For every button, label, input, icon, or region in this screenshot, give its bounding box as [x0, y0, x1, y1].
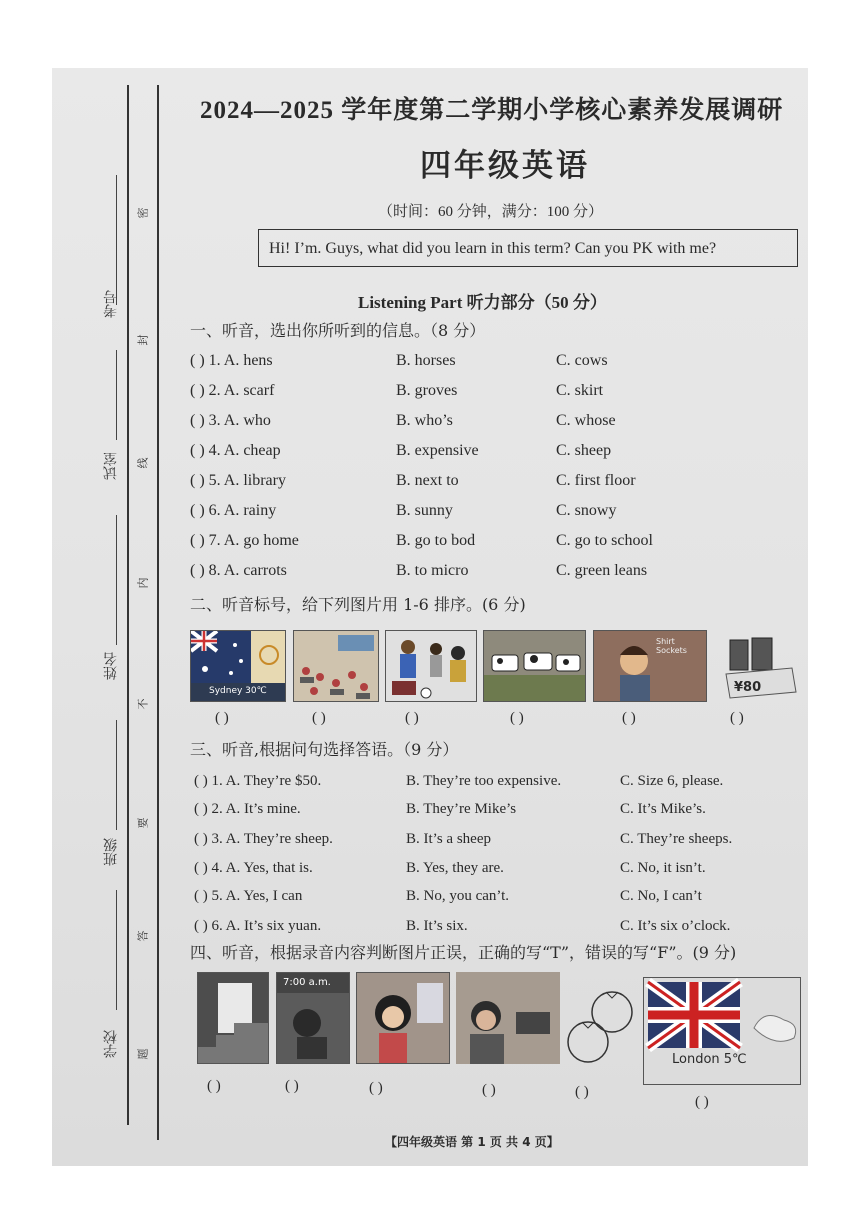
seal-char: 要: [136, 817, 150, 829]
option-b: B. They’re too expensive.: [406, 773, 562, 789]
seal-char: 封: [136, 334, 150, 346]
section1-heading: 一、听音，选出你所听到的信息。（8 分）: [190, 321, 486, 340]
exam-subject: 四年级英语: [420, 148, 590, 183]
option-c: C. No, it isn’t.: [620, 860, 706, 876]
seal-char: 内: [136, 577, 150, 589]
question-number: ( ) 2. A. scarf: [190, 382, 275, 399]
seal-char: 题: [136, 1048, 150, 1060]
name-line: [116, 515, 117, 645]
greeting-box: Hi! I’m. Guys, what did you learn in this term? Can you PK with me?: [258, 229, 798, 267]
picture-caption: London 5℃: [672, 1052, 747, 1067]
question-number: ( ) 5. A. library: [190, 472, 286, 489]
gloves-price-picture: [722, 632, 800, 704]
kids-icon: [386, 631, 477, 702]
question-number: ( ) 1. A. hens: [190, 352, 273, 369]
picture-caption: Shirt Sockets: [656, 637, 687, 655]
exam-time: （时间：60 分钟，满分：100 分）: [378, 204, 604, 220]
option-b: B. horses: [396, 352, 456, 369]
tomato-icon: [566, 986, 638, 1064]
option-c: C. go to school: [556, 532, 653, 549]
option-c: C. snowy: [556, 502, 617, 519]
option-b: B. It’s six.: [406, 918, 468, 934]
option-c: C. cows: [556, 352, 608, 369]
tomatoes-picture: [566, 986, 638, 1064]
seal-char: 不: [136, 698, 150, 710]
option-c: C. Size 6, please.: [620, 773, 724, 789]
option-b: B. next to: [396, 472, 459, 489]
answer-blank[interactable]: ( ): [312, 710, 326, 726]
binding-line-inner: [157, 85, 159, 1140]
option-c: C. It’s six o’clock.: [620, 918, 731, 934]
option-c: C. first floor: [556, 472, 636, 489]
option-c: C. It’s Mike’s.: [620, 801, 706, 817]
option-c: C. They’re sheeps.: [620, 831, 733, 847]
listening-part-heading: Listening Part 听力部分（50 分）: [358, 293, 607, 312]
option-b: B. go to bod: [396, 532, 476, 549]
answer-blank[interactable]: ( ): [482, 1082, 496, 1098]
answer-blank[interactable]: ( ): [730, 710, 744, 726]
binding-line-outer: [127, 85, 129, 1125]
shirt-shopping-picture: [593, 630, 707, 702]
option-b: B. who’s: [396, 412, 453, 429]
question-number: ( ) 3. A. They’re sheep.: [194, 831, 333, 847]
page-footer: 【四年级英语 第 1 页 共 4 页】: [385, 1135, 559, 1149]
london-weather-picture: [643, 977, 801, 1085]
option-b: B. sunny: [396, 502, 453, 519]
stairs-picture: [197, 972, 269, 1064]
answer-blank[interactable]: ( ): [207, 1078, 221, 1094]
exam-number-line: [116, 175, 117, 305]
cows-picture: [483, 630, 586, 702]
girl-icon: [357, 973, 450, 1064]
option-c: C. skirt: [556, 382, 604, 399]
section4-heading: 四、听音，根据录音内容判断图片正误，正确的写“T”，错误的写“F”。(9 分): [190, 943, 737, 962]
room-line: [116, 350, 117, 440]
section3-heading: 三、听音,根据问句选择答语。（9 分）: [190, 740, 459, 759]
picture-caption: 7:00 a.m.: [283, 977, 331, 988]
option-b: B. No, you can’t.: [406, 888, 510, 904]
room-label: 试室: [103, 452, 119, 480]
option-c: C. sheep: [556, 442, 612, 459]
seal-char: 线: [136, 457, 150, 469]
boy-icon: [456, 972, 560, 1064]
answer-blank[interactable]: ( ): [369, 1080, 383, 1096]
class-label: 班级: [103, 838, 119, 866]
cow-icon: [484, 631, 586, 702]
question-number: ( ) 6. A. rainy: [190, 502, 277, 519]
question-number: ( ) 4. A. cheap: [190, 442, 281, 459]
picture-caption: Sydney 30℃: [209, 686, 267, 696]
school-label: 学校: [103, 1030, 119, 1058]
classroom-icon: [294, 631, 379, 702]
school-line: [116, 890, 117, 1010]
option-b: B. groves: [396, 382, 458, 399]
question-number: ( ) 4. A. Yes, that is.: [194, 860, 313, 876]
stairs-icon: [198, 973, 269, 1064]
question-number: ( ) 5. A. Yes, I can: [194, 888, 303, 904]
exam-title: 2024—2025 学年度第二学期小学核心素养发展调研: [200, 97, 784, 124]
sydney-weather-picture: [190, 630, 286, 702]
boy-sleeping-picture: [456, 972, 560, 1064]
seal-char: 密: [136, 207, 150, 219]
price-tag: ¥80: [734, 680, 762, 695]
option-b: B. expensive: [396, 442, 479, 459]
option-c: C. whose: [556, 412, 616, 429]
option-c: C. green leans: [556, 562, 648, 579]
question-number: ( ) 6. A. It’s six yuan.: [194, 918, 322, 934]
answer-blank[interactable]: ( ): [405, 710, 419, 726]
question-number: ( ) 1. A. They’re $50.: [194, 773, 322, 789]
kids-playing-picture: [385, 630, 477, 702]
exam-number-label: 考号: [103, 290, 119, 318]
answer-blank[interactable]: ( ): [695, 1094, 709, 1110]
answer-blank[interactable]: ( ): [622, 710, 636, 726]
uk-flag-icon: [644, 978, 801, 1085]
morning-clock-picture: [276, 972, 350, 1064]
option-b: B. It’s a sheep: [406, 831, 491, 847]
question-number: ( ) 7. A. go home: [190, 532, 299, 549]
answer-blank[interactable]: ( ): [285, 1078, 299, 1094]
section2-heading: 二、听音标号，给下列图片用 1-6 排序。(6 分): [190, 595, 526, 614]
girl-dress-picture: [356, 972, 450, 1064]
question-number: ( ) 2. A. It’s mine.: [194, 801, 301, 817]
answer-blank[interactable]: ( ): [575, 1084, 589, 1100]
option-c: C. No, I can’t: [620, 888, 702, 904]
question-number: ( ) 3. A. who: [190, 412, 271, 429]
answer-blank[interactable]: ( ): [215, 710, 229, 726]
option-b: B. Yes, they are.: [406, 860, 504, 876]
question-number: ( ) 8. A. carrots: [190, 562, 287, 579]
name-label: 姓名: [103, 652, 119, 680]
answer-blank[interactable]: ( ): [510, 710, 524, 726]
seal-char: 答: [136, 930, 150, 942]
option-b: B. to micro: [396, 562, 469, 579]
class-line: [116, 720, 117, 830]
option-b: B. They’re Mike’s: [406, 801, 517, 817]
classroom-picture: [293, 630, 379, 702]
